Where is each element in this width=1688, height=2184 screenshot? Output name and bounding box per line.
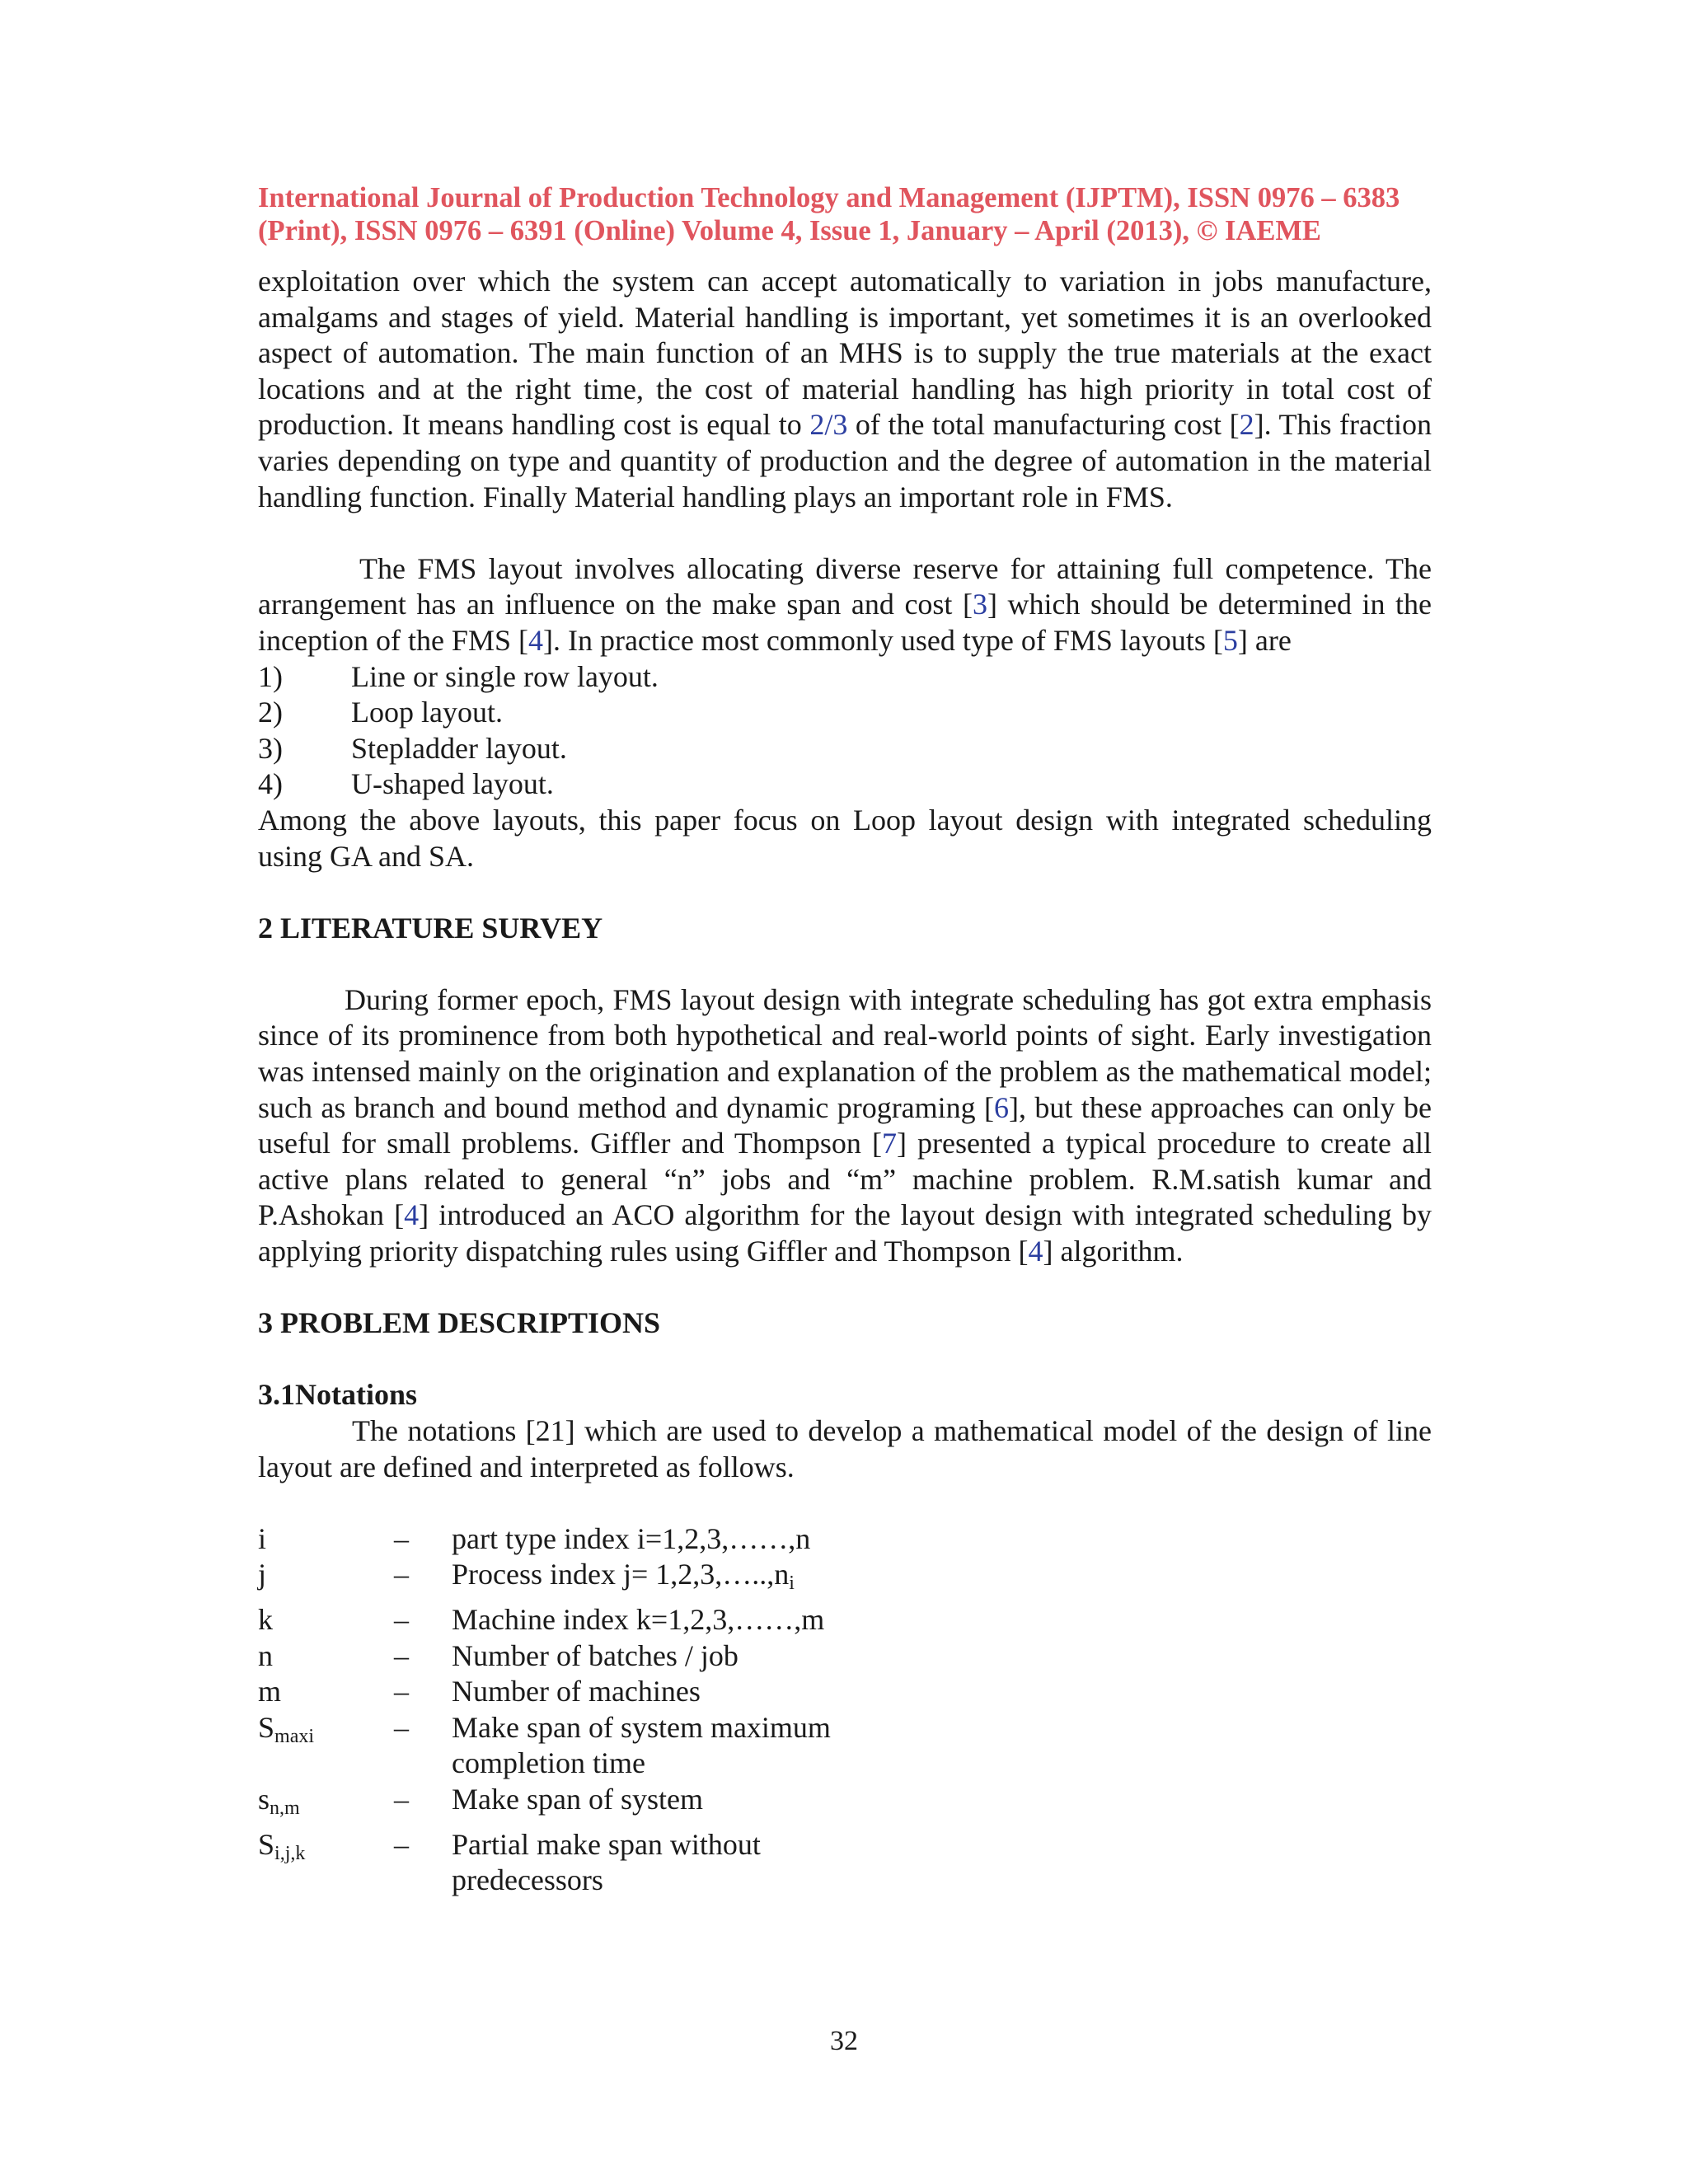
- notation-description: Process index $j= 1,2,3,\dots..,n_i$: [452, 1558, 795, 1595]
- citation-link[interactable]: 7: [881, 1127, 897, 1160]
- section-heading-literature-survey: 2 LITERATURE SURVEY: [258, 911, 603, 944]
- list-item: [258, 766, 1432, 803]
- notation-dash: –: [394, 1675, 409, 1708]
- notation-dash: –: [394, 1521, 409, 1555]
- paragraph-text: ] introduced an ACO algorithm for the layout design with integrated scheduling by applying priority dispatching rules using Giffler and Thompson [: [258, 1198, 1432, 1268]
- list-item: [258, 659, 1432, 696]
- paragraph-text: ]. This fraction varies depending on type and quantity of production and the degree of automation in the material handling function. Finally Material handling plays an important role in FMS.: [258, 408, 1432, 513]
- list-text: Stepladder layout.: [351, 731, 567, 765]
- paragraph-text: ] which should be determined in the inception of the FMS [: [258, 588, 1432, 657]
- list-number: 3): [258, 731, 283, 765]
- notation-symbol: $S_{i,j,k}$: [258, 1827, 306, 1864]
- paragraph-text: During former epoch, FMS layout design with integrate scheduling has got extra emphasis since of its prominence from both hypothetical and real-world points of sight. Early investigation was intensed mainly on the origination and explanation of the problem as the mathematical model; such as branch and bound method and dynamic programing [: [258, 982, 1432, 1124]
- notation-dash: –: [394, 1638, 409, 1672]
- citation-link[interactable]: 4: [404, 1198, 420, 1232]
- paragraph-text: ], but these approaches can only be useful for small problems. Giffler and Thompson [: [258, 1090, 1432, 1160]
- notation-row: [258, 1602, 1432, 1638]
- notation-symbol: $S_{maxi}$: [258, 1710, 315, 1747]
- paragraph-mhs: [258, 264, 1432, 515]
- notation-description: Number of batches / job: [452, 1638, 738, 1672]
- notation-symbol: $s_{n,m}$: [258, 1782, 300, 1819]
- page-number: 32: [830, 2026, 858, 2056]
- notation-row: [258, 1638, 1432, 1675]
- notation-description: Make span of system maximum completion time: [452, 1710, 831, 1780]
- notation-description: Number of machines: [452, 1675, 701, 1708]
- notation-symbol: k: [258, 1602, 273, 1636]
- paragraph-notations-intro: The notations [21] which are used to develop a mathematical model of the design of line layout are defined and interpreted as follows.: [258, 1414, 1432, 1483]
- paragraph-literature: [258, 982, 1432, 1270]
- citation-link[interactable]: 2/3: [809, 408, 848, 442]
- notation-dash: –: [394, 1558, 409, 1591]
- paragraph-text: ]. In practice most commonly used type of FMS layouts [: [542, 623, 1223, 657]
- notation-symbol: m: [258, 1675, 282, 1708]
- citation-link[interactable]: 4: [528, 623, 543, 657]
- notation-row: [258, 1710, 1432, 1782]
- notation-row: [258, 1521, 1432, 1558]
- notation-dash: –: [394, 1782, 409, 1816]
- paragraph-text: ] algorithm.: [1043, 1235, 1184, 1268]
- paragraph-text: The FMS layout involves allocating diverse reserve for attaining full competence. The arrangement has an influence on the make span and cost [: [258, 551, 1432, 621]
- list-number: 2): [258, 696, 283, 729]
- list-number: 1): [258, 659, 283, 693]
- journal-header-line1: International Journal of Production Technology and Management (IJPTM), ISSN 0976 – 6383: [258, 182, 1400, 213]
- notation-description: Make span of system: [452, 1782, 703, 1816]
- citation-link[interactable]: 6: [994, 1090, 1010, 1124]
- citation-link[interactable]: 5: [1222, 623, 1238, 657]
- citation-link[interactable]: 4: [1028, 1235, 1043, 1268]
- notation-row: [258, 1782, 1432, 1827]
- list-number: 4): [258, 767, 283, 801]
- list-text: U-shaped layout.: [351, 767, 554, 801]
- list-item: [258, 731, 1432, 767]
- notation-symbol: n: [258, 1638, 273, 1672]
- citation-link[interactable]: 3: [972, 588, 987, 621]
- journal-header-line2: (Print), ISSN 0976 – 6391 (Online) Volume 4, Issue 1, January – April (2013), © IAEME: [258, 215, 1321, 246]
- paragraph-fms-layout: [258, 551, 1432, 659]
- paragraph-text: ] are: [1237, 623, 1292, 657]
- citation-link[interactable]: 2: [1239, 408, 1254, 442]
- paragraph-text: exploitation over which the system can accept automatically to variation in jobs manufacture, amalgams and stages of yield. Material handling is important, yet sometimes it is an overlooked aspect of automation. The main function of an MHS is to supply the true materials at the exact locations and at the right time, the cost of material handling has high priority in total cost of production. It means handling cost is equal to: [258, 265, 1432, 442]
- notation-symbol: i: [258, 1521, 267, 1555]
- notation-description: Partial make span without predecessors: [452, 1827, 761, 1897]
- notation-row: [258, 1557, 1432, 1602]
- journal-header: [258, 181, 1432, 247]
- notation-dash: –: [394, 1827, 409, 1861]
- subsection-heading-notations: 3.1Notations: [258, 1378, 418, 1412]
- notation-description: Machine index k=1,2,3,……,m: [452, 1602, 825, 1636]
- notation-row: [258, 1827, 1432, 1899]
- paragraph-focus: Among the above layouts, this paper focus on Loop layout design with integrated scheduling using GA and SA.: [258, 803, 1432, 873]
- list-item: [258, 695, 1432, 731]
- notation-row: [258, 1674, 1432, 1710]
- notation-description: part type index i=1,2,3,……,n: [452, 1521, 811, 1555]
- list-text: Line or single row layout.: [351, 659, 659, 693]
- paragraph-text: of the total manufacturing cost [: [847, 408, 1240, 442]
- layout-type-list: [258, 659, 1432, 803]
- notation-symbol: j: [258, 1558, 267, 1591]
- page-content: [258, 181, 1432, 1899]
- paragraph-text: ] presented a typical procedure to create all active plans related to general “n” jobs and “m” machine problem. R.M.satish kumar and P.Ashokan [: [258, 1127, 1432, 1232]
- notation-dash: –: [394, 1710, 409, 1744]
- notation-dash: –: [394, 1602, 409, 1636]
- list-text: Loop layout.: [351, 696, 503, 729]
- notation-list: [258, 1521, 1432, 1899]
- section-heading-problem-descriptions: 3 PROBLEM DESCRIPTIONS: [258, 1306, 661, 1340]
